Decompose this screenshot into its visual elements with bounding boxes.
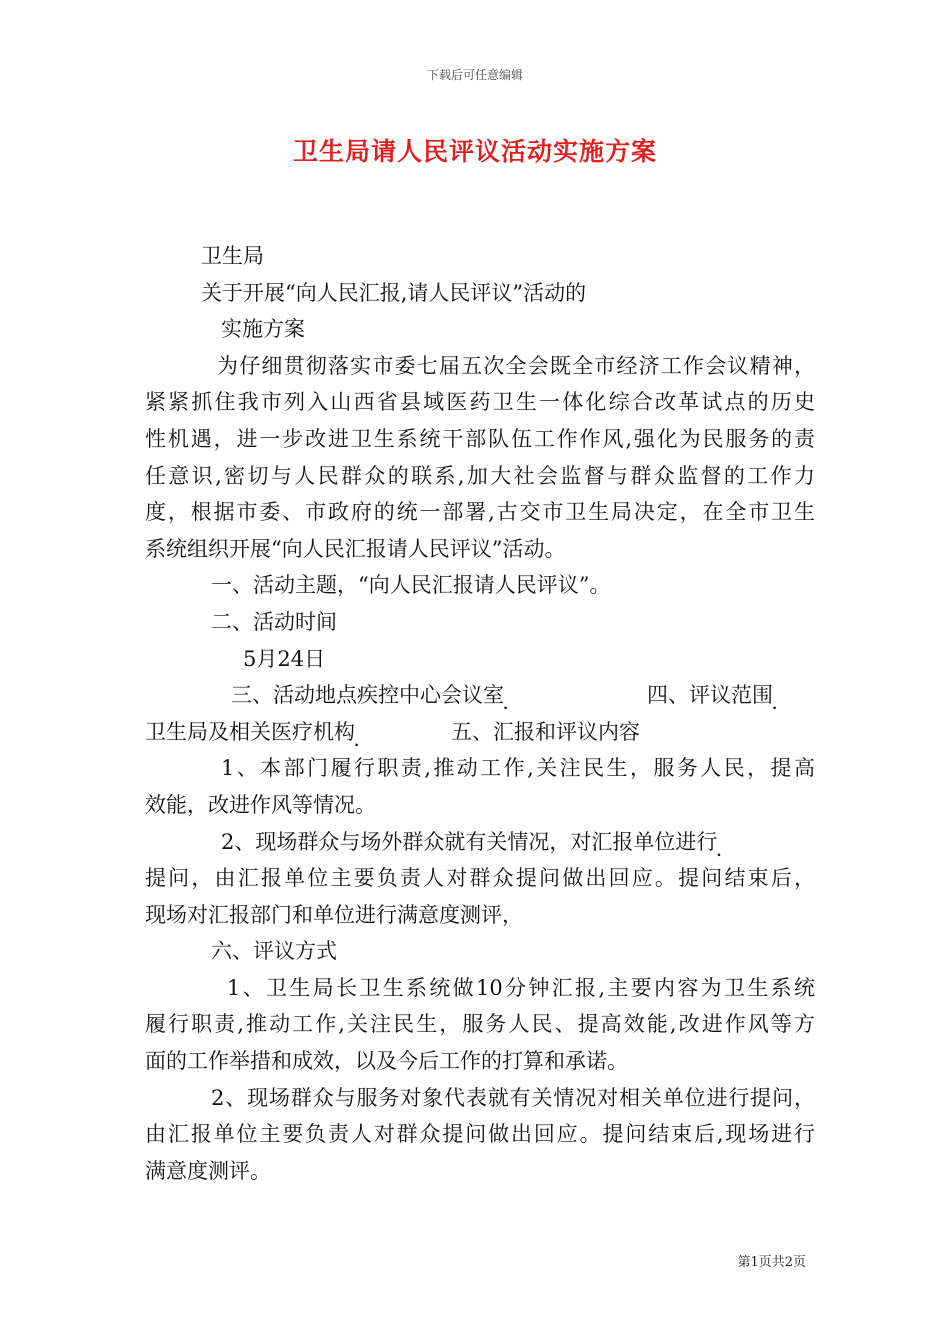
method-item-2: 2、现场群众与服务对象代表就有关情况对相关单位进行提问，	[211, 1085, 815, 1110]
activity-date: 5月24日	[243, 646, 326, 671]
method-item-1: 面的工作举措和成效，以及今后工作的打算和承诺。	[145, 1049, 628, 1074]
document-body	[145, 238, 815, 1189]
intro-line: 度，根据市委、市政府的统一部署,古交市卫生局决定，在全市卫生	[145, 500, 815, 525]
section-3-4-line	[145, 677, 815, 714]
org-line: 卫生局	[201, 244, 264, 268]
method-item-2: 满意度测评。	[145, 1158, 271, 1183]
scope-text: 卫生局及相关医疗机构	[145, 719, 355, 744]
subtitle-line-2: 实施方案	[221, 317, 305, 342]
section-3-heading: 三、活动地点疾控中心会议室	[231, 683, 504, 708]
intro-line: 任意识,密切与人民群众的联系,加大社会监督与群众监督的工作力	[145, 463, 815, 488]
document-title: 卫生局请人民评议活动实施方案	[292, 137, 657, 166]
section-5-heading: 五、汇报和评议内容	[451, 719, 640, 744]
intro-line: 系统组织开展“向人民汇报请人民评议”活动。	[145, 536, 566, 561]
content-item-2: 提问，由汇报单位主要负责人对群众提问做出回应。提问结束后，	[145, 866, 815, 891]
method-item-1: 履行职责,推动工作,关注民生，服务人民、提高效能,改进作风等方	[145, 1012, 815, 1037]
content-item-2: 现场对汇报部门和单位进行满意度测评，	[145, 902, 523, 927]
content-item-1: 效能，改进作风等情况。	[145, 792, 376, 817]
page-number: 第1页共2页	[737, 1255, 806, 1270]
method-item-1: 1、卫生局长卫生系统做10分钟汇报,主要内容为卫生系统	[227, 975, 815, 1000]
section-4-heading: 四、评议范围	[647, 683, 773, 708]
section-1-heading: 一、活动主题，“向人民汇报请人民评议”。	[211, 573, 611, 598]
content-item-2: 2、现场群众与场外群众就有关情况，对汇报单位进行	[221, 829, 718, 854]
section-6-heading: 六、评议方式	[211, 939, 337, 964]
section-2-heading: 二、活动时间	[211, 609, 337, 634]
intro-line: 为仔细贯彻落实市委七届五次全会既全市经济工作会议精神，	[217, 353, 815, 378]
content-item-1: 1、本部门履行职责,推动工作,关注民生，服务人民，提高	[221, 756, 815, 781]
subtitle-line-1: 关于开展“向人民汇报,请人民评议”活动的	[201, 280, 587, 305]
header-note: 下载后可任意编辑	[426, 68, 523, 82]
scope-section-5-line	[145, 714, 815, 751]
intro-line: 紧紧抓住我市列入山西省县域医药卫生一体化综合改革试点的历史	[145, 390, 815, 415]
intro-line: 性机遇，进一步改进卫生系统干部队伍工作作风,强化为民服务的责	[145, 426, 815, 451]
method-item-2: 由汇报单位主要负责人对群众提问做出回应。提问结束后,现场进行	[145, 1122, 815, 1147]
